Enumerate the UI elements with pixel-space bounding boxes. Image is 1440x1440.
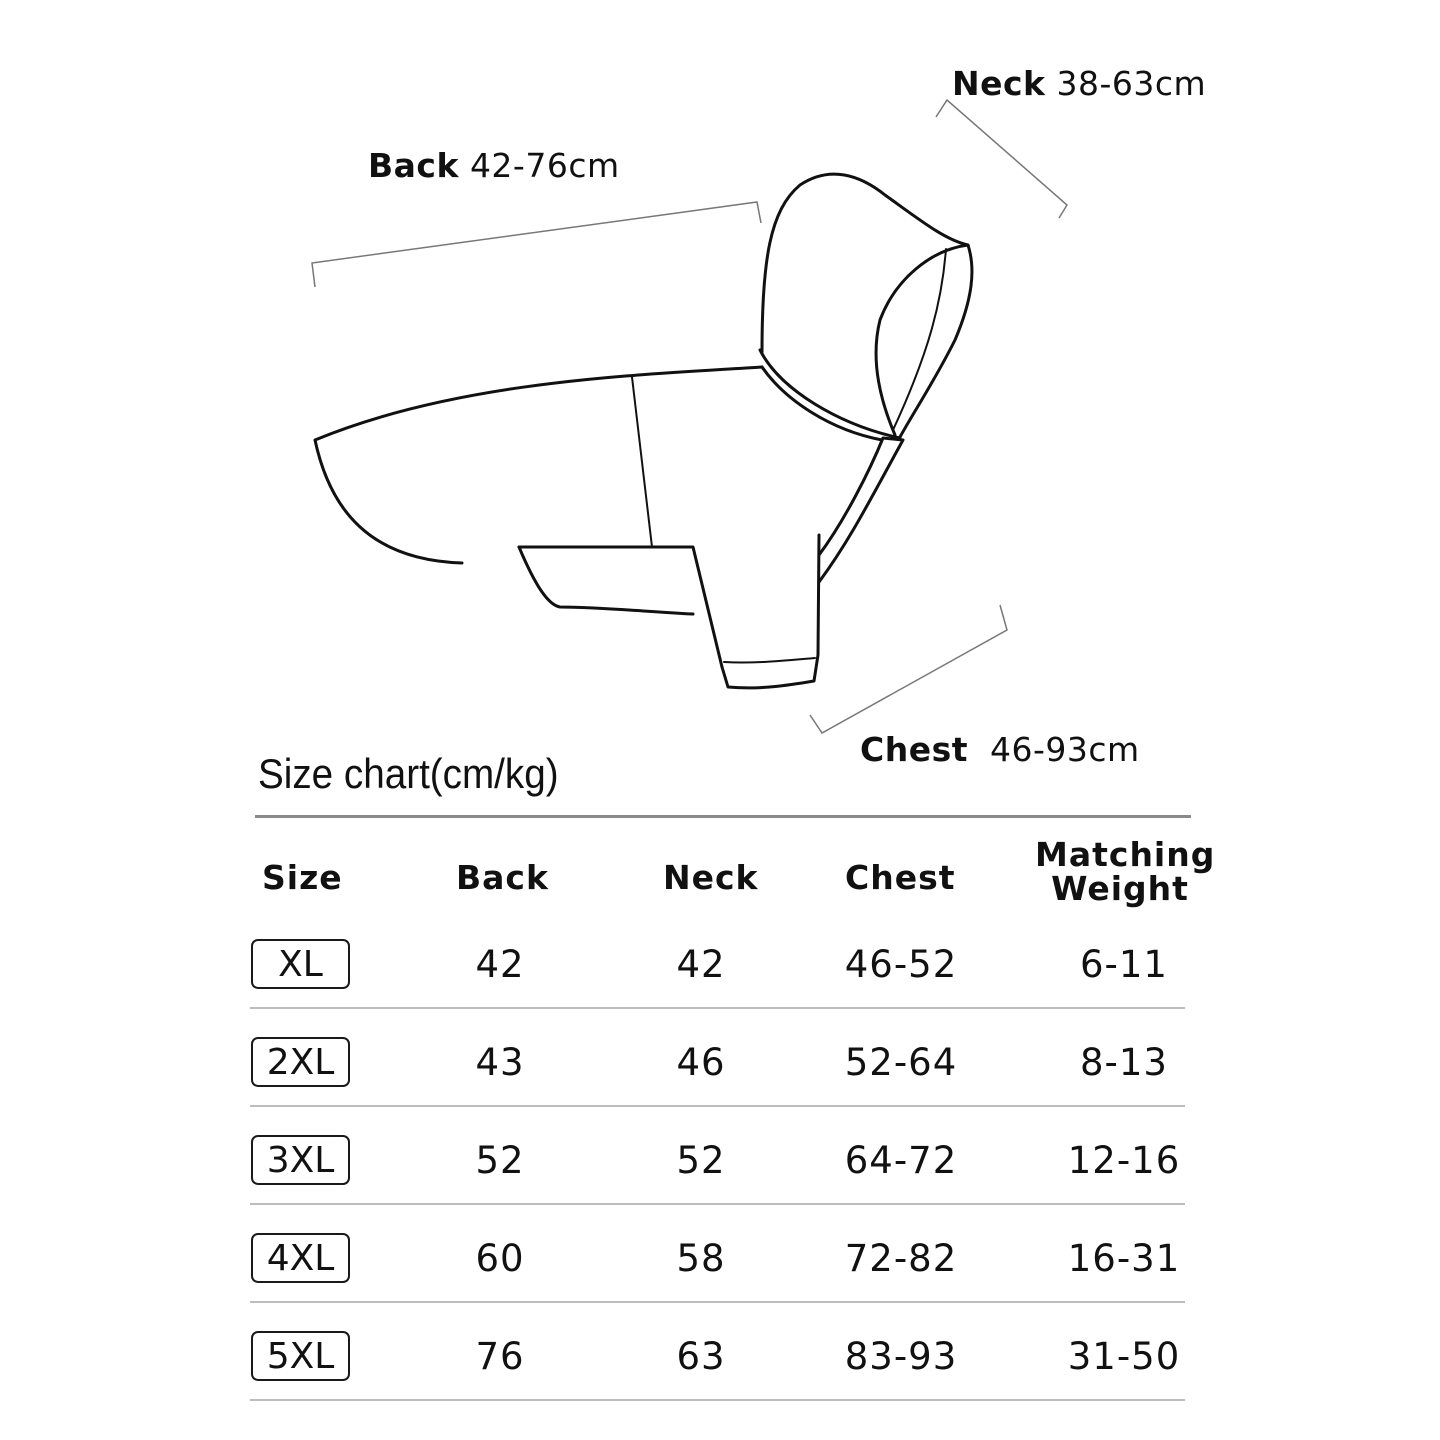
- header-chest: Chest: [845, 858, 956, 897]
- size-badge-3xl: 3XL: [251, 1135, 350, 1185]
- cell-back: 76: [475, 1335, 525, 1378]
- cell-chest: 64-72: [844, 1139, 958, 1182]
- header-back: Back: [456, 858, 549, 897]
- neck-label-value: 38-63cm: [1056, 64, 1207, 103]
- measurement-brackets: [312, 100, 1067, 733]
- cell-chest: 83-93: [844, 1335, 958, 1378]
- neck-label-key: Neck: [952, 64, 1046, 103]
- garment-outline: [315, 174, 972, 688]
- size-badge-2xl: 2XL: [251, 1037, 350, 1087]
- cell-weight: 8-13: [1080, 1041, 1168, 1084]
- header-neck: Neck: [663, 858, 759, 897]
- size-badge-4xl: 4XL: [251, 1233, 350, 1283]
- cell-neck: 52: [676, 1139, 726, 1182]
- cell-chest: 52-64: [844, 1041, 958, 1084]
- chest-measurement-label: [860, 730, 1140, 769]
- cell-weight: 31-50: [1067, 1335, 1181, 1378]
- back-label-value: 42-76cm: [469, 146, 620, 185]
- cell-chest: 46-52: [844, 943, 958, 986]
- cell-neck: 58: [676, 1237, 726, 1280]
- cell-back: 60: [475, 1237, 525, 1280]
- cell-back: 43: [475, 1041, 525, 1084]
- cell-neck: 42: [676, 943, 726, 986]
- header-weight-line1: Matching: [1035, 835, 1216, 874]
- row-divider: [250, 1007, 1185, 1009]
- row-divider: [250, 1301, 1185, 1303]
- cell-weight: 12-16: [1067, 1139, 1181, 1182]
- row-divider: [250, 1399, 1185, 1401]
- size-chart-title: Size chart(cm/kg): [258, 750, 559, 797]
- header-matching-weight: [1035, 835, 1216, 908]
- cell-neck: 46: [676, 1041, 726, 1084]
- cell-chest: 72-82: [844, 1237, 958, 1280]
- neck-measurement-label: [952, 64, 1206, 103]
- cell-weight: 6-11: [1080, 943, 1168, 986]
- size-badge-5xl: 5XL: [251, 1331, 350, 1381]
- back-measurement-label: [368, 146, 620, 185]
- title-divider: [255, 815, 1191, 818]
- chest-label-value: 46-93cm: [990, 730, 1140, 769]
- chest-label-key: Chest: [860, 730, 969, 769]
- row-divider: [250, 1203, 1185, 1205]
- back-label-key: Back: [368, 146, 459, 185]
- header-size: Size: [262, 858, 343, 897]
- header-weight-line2: Weight: [1051, 869, 1189, 908]
- cell-neck: 63: [676, 1335, 726, 1378]
- row-divider: [250, 1105, 1185, 1107]
- cell-back: 42: [475, 943, 525, 986]
- size-badge-xl: XL: [251, 939, 350, 989]
- cell-weight: 16-31: [1067, 1237, 1181, 1280]
- cell-back: 52: [475, 1139, 525, 1182]
